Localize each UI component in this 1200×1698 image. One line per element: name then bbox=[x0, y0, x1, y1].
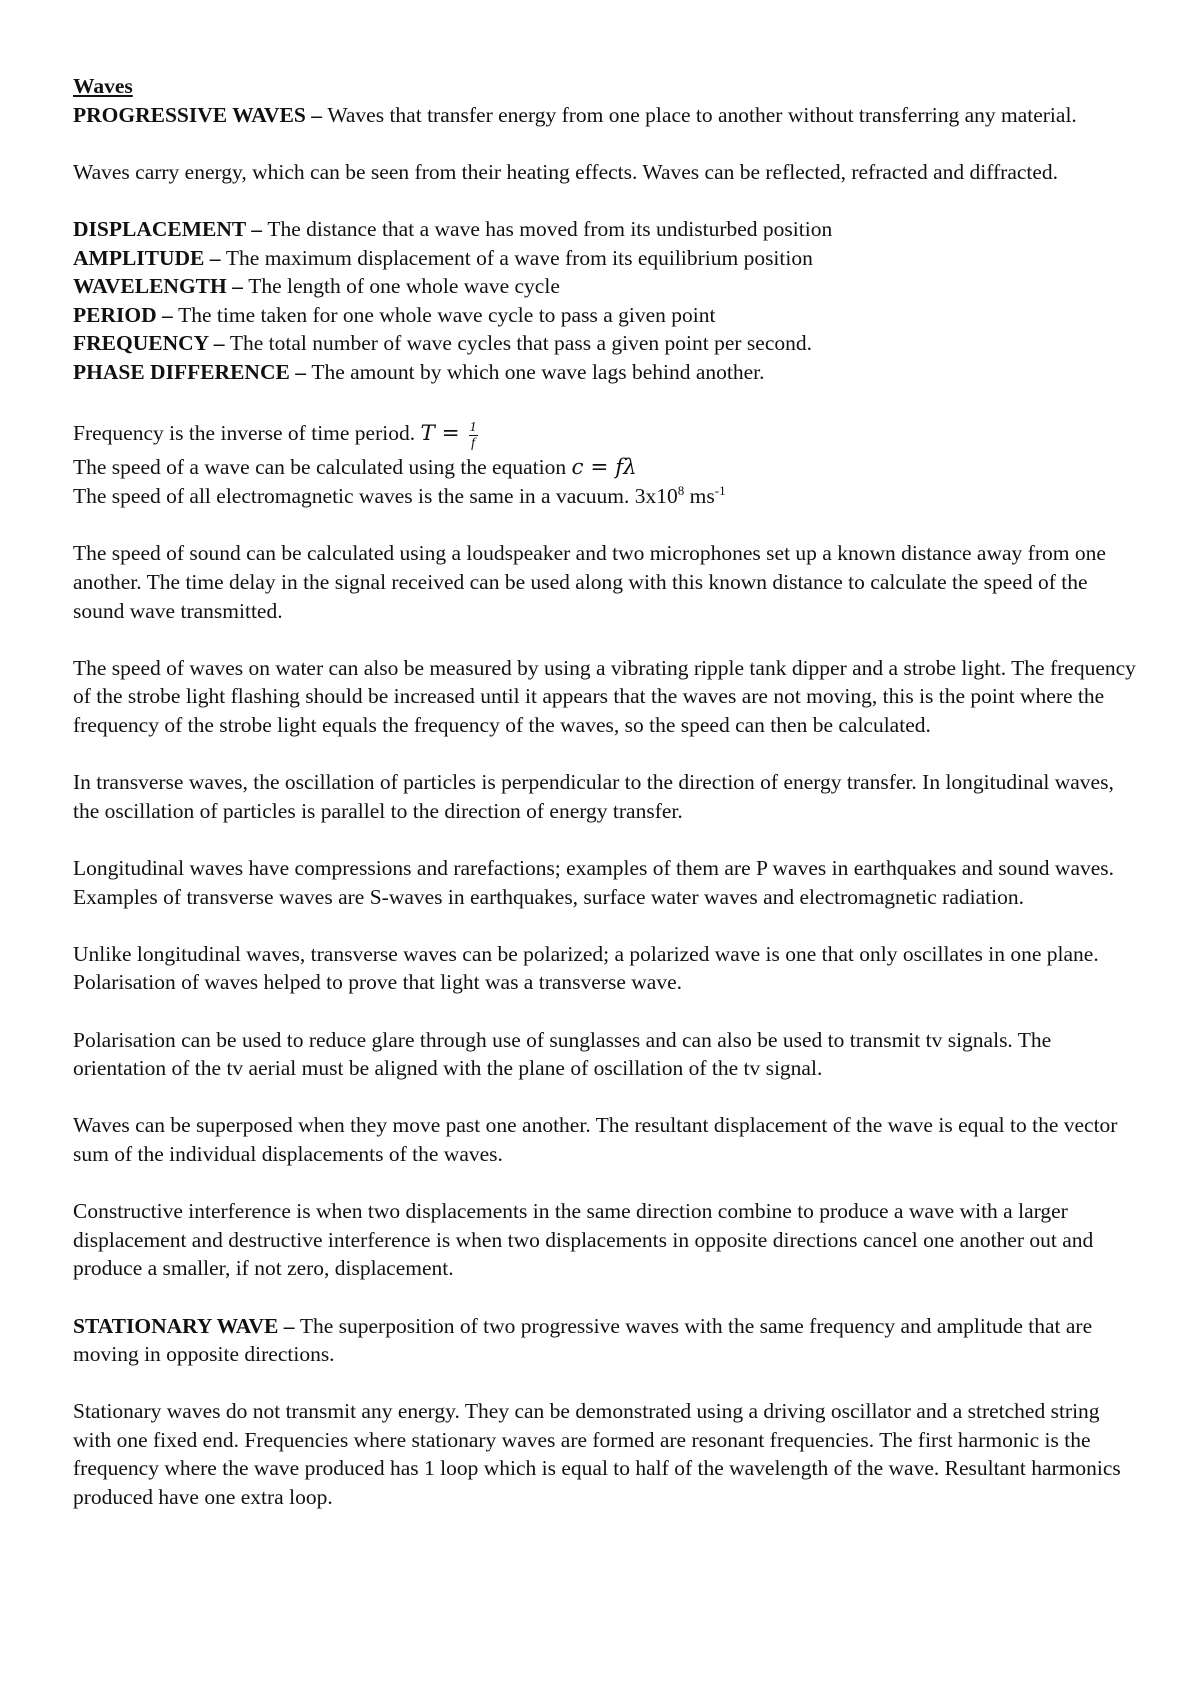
em-speed-line bbox=[73, 482, 1138, 511]
definition-period: PERIOD – The time taken for one whole wave cycle to pass a given point bbox=[73, 302, 716, 327]
definitions-list bbox=[73, 215, 1138, 387]
paragraph-ripple-tank: The speed of waves on water can also be measured by using a vibrating ripple tank dipper and a strobe light. The frequency of the strobe light flashing should be increased until it appears that the waves are not moving, this is the point where the frequency of the strobe light equals the frequency of the waves, so the speed can then be calculated. bbox=[73, 655, 1136, 738]
progressive-waves-text: Waves that transfer energy from one place to another without transferring any material. bbox=[327, 102, 1077, 127]
document-page bbox=[73, 72, 1138, 1512]
definition-term: PHASE DIFFERENCE bbox=[73, 359, 290, 384]
energy-paragraph: Waves carry energy, which can be seen from their heating effects. Waves can be reflected, refracted and diffracted. bbox=[73, 159, 1059, 184]
definition-amplitude: AMPLITUDE – The maximum displacement of a wave from its equilibrium position bbox=[73, 245, 813, 270]
definition-term: PERIOD bbox=[73, 302, 157, 327]
wave-speed-text: The speed of a wave can be calculated using the equation bbox=[73, 454, 572, 479]
em-speed-exponent: 8 bbox=[677, 483, 685, 499]
definition-displacement: DISPLACEMENT – The distance that a wave has moved from its undisturbed position bbox=[73, 216, 833, 241]
frequency-text: Frequency is the inverse of time period. bbox=[73, 421, 421, 446]
paragraph-transverse-longitudinal: In transverse waves, the oscillation of particles is perpendicular to the direction of energy transfer. In longitudinal waves, the oscillation of particles is parallel to the direction of energy transfer. bbox=[73, 770, 1114, 823]
definition-term: FREQUENCY bbox=[73, 331, 209, 356]
definition-text: The length of one whole wave cycle bbox=[248, 274, 560, 299]
definition-text: The maximum displacement of a wave from its equilibrium position bbox=[225, 245, 813, 270]
term-dash: – bbox=[305, 102, 328, 127]
fraction-numerator: 1 bbox=[469, 419, 477, 435]
paragraph-stationary-waves: Stationary waves do not transmit any energy. They can be demonstrated using a driving oscillator and a stretched string with one fixed end. Frequencies where stationary waves are formed are resonant frequencies. The first harmonic is the frequency where the wave produced has 1 loop which is equal to half of the wavelength of the wave. Resultant harmonics produced have one extra loop. bbox=[73, 1399, 1121, 1510]
em-speed-unit: ms bbox=[684, 484, 715, 509]
definition-text: The total number of wave cycles that pass a given point per second. bbox=[229, 331, 812, 356]
frequency-equation-line bbox=[73, 419, 1138, 451]
paragraph-superposition: Waves can be superposed when they move past one another. The resultant displacement of the wave is equal to the vector sum of the individual displacements of the waves. bbox=[73, 1113, 1118, 1166]
definition-text: The amount by which one wave lags behind another. bbox=[311, 359, 765, 384]
em-speed-unit-exponent: -1 bbox=[714, 483, 726, 499]
term-dash: – bbox=[278, 1313, 300, 1338]
paragraph-polarization: Unlike longitudinal waves, transverse waves can be polarized; a polarized wave is one that only oscillates in one plane. Polarisation of waves helped to prove that light was a transverse wave. bbox=[73, 941, 1099, 995]
progressive-waves-term: PROGRESSIVE WAVES bbox=[73, 102, 306, 127]
frequency-lhs: T = bbox=[420, 421, 467, 447]
definition-text: The time taken for one whole wave cycle to pass a given point bbox=[178, 302, 716, 327]
definition-wavelength: WAVELENGTH – The length of one whole wave cycle bbox=[73, 274, 560, 299]
paragraph-speed-of-sound: The speed of sound can be calculated using a loudspeaker and two microphones set up a known distance away from one another. The time delay in the signal received can be used along with this known distance to calculate the speed of the sound wave transmitted. bbox=[73, 541, 1106, 623]
stationary-wave-definition bbox=[73, 1312, 1138, 1369]
em-speed-text: The speed of all electromagnetic waves is the same in a vacuum. 3x10 bbox=[73, 484, 678, 509]
stationary-wave-term: STATIONARY WAVE bbox=[73, 1313, 279, 1338]
definition-frequency: FREQUENCY – The total number of wave cycles that pass a given point per second. bbox=[73, 331, 812, 356]
wave-speed-equation: c = fλ bbox=[571, 454, 637, 480]
fraction-one-over-f bbox=[469, 420, 478, 451]
definition-term: WAVELENGTH bbox=[73, 274, 227, 299]
page-title bbox=[73, 72, 1138, 101]
definition-text: The distance that a wave has moved from its undisturbed position bbox=[267, 216, 833, 241]
paragraph-polarisation-uses: Polarisation can be used to reduce glare through use of sunglasses and can also be used to transmit tv signals. The orientation of the tv aerial must be aligned with the plane of oscillation of the tv signal. bbox=[73, 1027, 1052, 1081]
definition-term: DISPLACEMENT bbox=[73, 216, 246, 241]
stationary-wave-text: The superposition of two progressive waves with the same frequency and amplitude that are moving in opposite directions. bbox=[73, 1313, 1093, 1367]
paragraph-examples: Longitudinal waves have compressions and rarefactions; examples of them are P waves in earthquakes and sound waves. Examples of transverse waves are S-waves in earthquakes, surface water waves and electromagnetic radiation. bbox=[73, 856, 1115, 909]
progressive-waves-definition bbox=[73, 101, 1138, 130]
definition-phase-difference: PHASE DIFFERENCE – The amount by which one wave lags behind another. bbox=[73, 359, 765, 384]
title-text: Waves bbox=[73, 74, 133, 98]
wave-speed-equation-line bbox=[73, 453, 1138, 483]
paragraph-interference: Constructive interference is when two displacements in the same direction combine to produce a wave with a larger displacement and destructive interference is when two displacements in opposite directions cancel one another out and produce a smaller, if not zero, displacement. bbox=[73, 1199, 1094, 1281]
definition-term: AMPLITUDE bbox=[73, 245, 205, 270]
fraction-denominator: f bbox=[471, 435, 475, 451]
